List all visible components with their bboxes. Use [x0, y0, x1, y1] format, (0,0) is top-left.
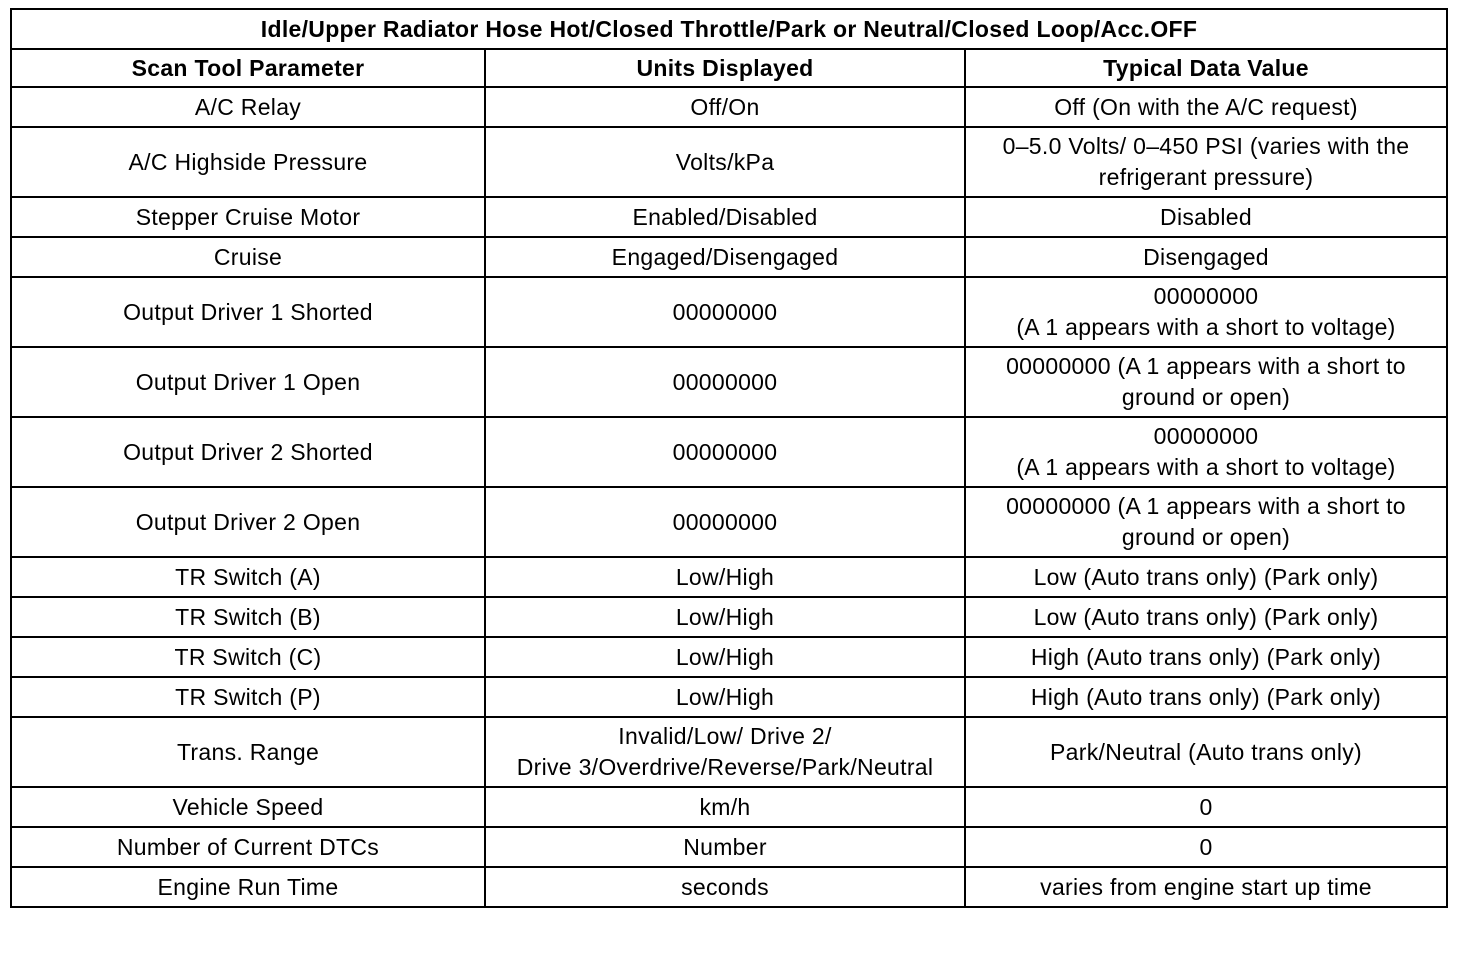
parameter-cell: TR Switch (B) — [11, 597, 485, 637]
units-cell: Low/High — [485, 637, 965, 677]
parameter-cell: TR Switch (P) — [11, 677, 485, 717]
table-row — [11, 717, 1447, 787]
typical-value-line: Low (Auto trans only) (Park only) — [1033, 603, 1379, 630]
units-cell: Number — [485, 827, 965, 867]
table-row — [11, 677, 1447, 717]
parameter-cell: Output Driver 2 Shorted — [11, 417, 485, 487]
typical-value-line: Low (Auto trans only) (Park only) — [1033, 563, 1379, 590]
table-row — [11, 867, 1447, 907]
table-title: Idle/Upper Radiator Hose Hot/Closed Throttle/Park or Neutral/Closed Loop/Acc.OFF — [11, 9, 1447, 49]
table-row — [11, 827, 1447, 867]
typical-value-cell — [965, 347, 1447, 417]
parameter-cell: Output Driver 1 Shorted — [11, 277, 485, 347]
typical-value-line: 00000000 (A 1 appears with a short to — [1006, 353, 1406, 379]
parameter-cell: Stepper Cruise Motor — [11, 197, 485, 237]
typical-value-cell — [965, 87, 1447, 127]
typical-value-cell — [965, 557, 1447, 597]
typical-value-cell — [965, 677, 1447, 717]
typical-value-cell — [965, 867, 1447, 907]
parameter-cell: Trans. Range — [11, 717, 485, 787]
table-row — [11, 277, 1447, 347]
table-row — [11, 87, 1447, 127]
table-row — [11, 787, 1447, 827]
column-header-typical: Typical Data Value — [965, 49, 1447, 87]
units-cell: Low/High — [485, 557, 965, 597]
units-cell: Low/High — [485, 677, 965, 717]
typical-value-line: Park/Neutral (Auto trans only) — [1050, 738, 1362, 765]
typical-value-cell — [965, 787, 1447, 827]
table-body — [11, 87, 1447, 907]
parameter-cell: Cruise — [11, 237, 485, 277]
table-row — [11, 597, 1447, 637]
units-cell: 00000000 — [485, 417, 965, 487]
table-row — [11, 417, 1447, 487]
parameter-cell: Engine Run Time — [11, 867, 485, 907]
units-cell: 00000000 — [485, 277, 965, 347]
units-cell: seconds — [485, 867, 965, 907]
title-row — [11, 9, 1447, 49]
typical-value-line: 00000000 — [1153, 283, 1259, 309]
typical-value-cell — [965, 197, 1447, 237]
units-cell: Off/On — [485, 87, 965, 127]
units-cell: Low/High — [485, 597, 965, 637]
parameter-cell: Output Driver 1 Open — [11, 347, 485, 417]
typical-value-line: 0 — [1199, 793, 1213, 820]
typical-value-cell — [965, 717, 1447, 787]
parameter-cell: A/C Highside Pressure — [11, 127, 485, 197]
header-row — [11, 49, 1447, 87]
typical-value-cell — [965, 597, 1447, 637]
column-header-parameter: Scan Tool Parameter — [11, 49, 485, 87]
parameter-cell: A/C Relay — [11, 87, 485, 127]
typical-value-line: 00000000 — [1153, 423, 1259, 449]
units-line: Invalid/Low/ Drive 2/ — [618, 723, 832, 749]
typical-value-cell — [965, 417, 1447, 487]
table-row — [11, 557, 1447, 597]
parameter-cell: Number of Current DTCs — [11, 827, 485, 867]
typical-value-line: High (Auto trans only) (Park only) — [1030, 683, 1382, 710]
typical-value-cell — [965, 127, 1447, 197]
table-row — [11, 237, 1447, 277]
typical-value-line: varies from engine start up time — [1040, 873, 1372, 900]
typical-value-line: ground or open) — [1121, 524, 1291, 550]
typical-value-line: 0–5.0 Volts/ 0–450 PSI (varies with the — [1002, 133, 1410, 159]
typical-value-line: Disabled — [1160, 203, 1252, 230]
units-cell: km/h — [485, 787, 965, 827]
typical-value-line: 00000000 (A 1 appears with a short to — [1006, 493, 1406, 519]
table-row — [11, 347, 1447, 417]
typical-value-line: ground or open) — [1121, 384, 1291, 410]
parameter-cell: TR Switch (C) — [11, 637, 485, 677]
typical-value-line: Disengaged — [1143, 243, 1269, 270]
scan-tool-data-table — [10, 8, 1448, 908]
typical-value-cell — [965, 637, 1447, 677]
typical-value-cell — [965, 487, 1447, 557]
units-cell: Enabled/Disabled — [485, 197, 965, 237]
table-row — [11, 487, 1447, 557]
units-cell: Volts/kPa — [485, 127, 965, 197]
typical-value-line: Off (On with the A/C request) — [1054, 93, 1358, 120]
units-cell — [485, 717, 965, 787]
table-row — [11, 637, 1447, 677]
typical-value-line: refrigerant pressure) — [1098, 164, 1314, 190]
table-row — [11, 197, 1447, 237]
units-line: Drive 3/Overdrive/Reverse/Park/Neutral — [516, 754, 934, 780]
typical-value-cell — [965, 237, 1447, 277]
typical-value-cell — [965, 827, 1447, 867]
typical-value-line: (A 1 appears with a short to voltage) — [1016, 314, 1396, 340]
units-cell: 00000000 — [485, 487, 965, 557]
typical-value-line: 0 — [1199, 833, 1213, 860]
typical-value-cell — [965, 277, 1447, 347]
parameter-cell: Output Driver 2 Open — [11, 487, 485, 557]
parameter-cell: Vehicle Speed — [11, 787, 485, 827]
parameter-cell: TR Switch (A) — [11, 557, 485, 597]
units-cell: Engaged/Disengaged — [485, 237, 965, 277]
typical-value-line: (A 1 appears with a short to voltage) — [1016, 454, 1396, 480]
column-header-units: Units Displayed — [485, 49, 965, 87]
table-row — [11, 127, 1447, 197]
scan-tool-data-sheet — [10, 8, 1446, 908]
typical-value-line: High (Auto trans only) (Park only) — [1030, 643, 1382, 670]
units-cell: 00000000 — [485, 347, 965, 417]
